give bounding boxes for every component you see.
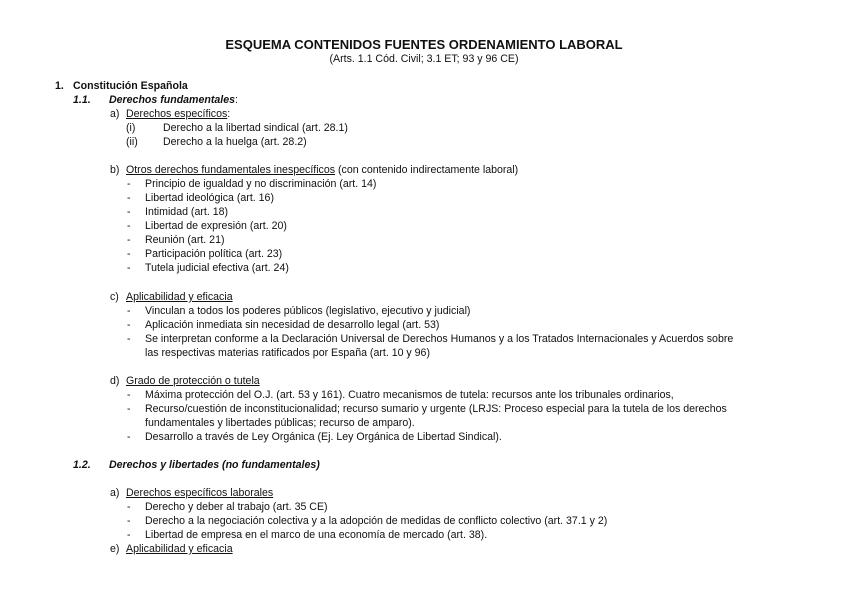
subsection-c-letter: c) — [110, 291, 119, 303]
section-1-1-number: 1.1. — [73, 94, 91, 106]
subsection-a-title: Derechos específicos laborales — [126, 487, 274, 499]
list-item: Libertad de empresa en el marco de una economía de mercado (art. 38). — [145, 529, 488, 541]
subsection-a-letter: a) — [110, 487, 120, 499]
section-1-1-title: Derechos fundamentales — [109, 94, 235, 106]
list-item: Desarrollo a través de Ley Orgánica (Ej. Ley Orgánica de Libertad Sindical). — [145, 431, 502, 443]
document-subtitle: (Arts. 1.1 Cód. Civil; 3.1 ET; 93 y 96 CE) — [329, 53, 519, 65]
list-item: Derecho y deber al trabajo (art. 35 CE) — [145, 501, 328, 513]
bullet-dash: - — [127, 501, 131, 513]
subsection-a-colon: : — [227, 108, 231, 120]
section-1-1-heading — [109, 94, 238, 108]
list-item: Se interpretan conforme a la Declaración Universal de Derechos Humanos y a los Tratados Internacionales y Acuerdos sobre — [145, 333, 734, 345]
list-item: Participación política (art. 23) — [145, 248, 283, 260]
bullet-dash: - — [127, 515, 131, 527]
list-item: Aplicación inmediata sin necesidad de desarrollo legal (art. 53) — [145, 319, 440, 331]
bullet-dash: - — [127, 206, 131, 218]
subsection-e-title: Aplicabilidad y eficacia — [126, 543, 233, 555]
list-item-mark: (i) — [126, 122, 136, 134]
section-1-2-number: 1.2. — [73, 459, 91, 471]
bullet-dash: - — [127, 262, 131, 274]
bullet-dash: - — [127, 305, 131, 317]
bullet-dash: - — [127, 431, 131, 443]
subsection-b-tail: (con contenido indirectamente laboral) — [335, 164, 519, 176]
subsection-b-heading — [126, 164, 518, 178]
list-item: Reunión (art. 21) — [145, 234, 225, 246]
subsection-b-title: Otros derechos fundamentales inespecíficos — [126, 164, 336, 176]
bullet-dash: - — [127, 389, 131, 401]
bullet-dash: - — [127, 403, 131, 415]
section-1-2-title: Derechos y libertades (no fundamentales) — [109, 459, 320, 471]
bullet-dash: - — [127, 333, 131, 345]
bullet-dash: - — [127, 220, 131, 232]
subsection-a-letter: a) — [110, 108, 120, 120]
list-item: Recurso/cuestión de inconstitucionalidad; recurso sumario y urgente (LRJS: Proceso especial para la tutela de los derechos — [145, 403, 727, 415]
list-item: Libertad de expresión (art. 20) — [145, 220, 287, 232]
list-item-mark: (ii) — [126, 136, 138, 148]
list-item: Libertad ideológica (art. 16) — [145, 192, 274, 204]
list-item: Intimidad (art. 18) — [145, 206, 229, 218]
subsection-d-title: Grado de protección o tutela — [126, 375, 260, 387]
list-item: Derecho a la libertad sindical (art. 28.1) — [163, 122, 348, 134]
subsection-b-letter: b) — [110, 164, 120, 176]
bullet-dash: - — [127, 248, 131, 260]
list-item: Derecho a la huelga (art. 28.2) — [163, 136, 307, 148]
subsection-c-title: Aplicabilidad y eficacia — [126, 291, 233, 303]
list-item: Vinculan a todos los poderes públicos (legislativo, ejecutivo y judicial) — [145, 305, 471, 317]
subsection-a-title: Derechos específicos — [126, 108, 228, 120]
list-item-continuation: las respectivas materias ratificados por España (art. 10 y 96) — [145, 347, 430, 359]
list-item-continuation: fundamentales y libertades públicas; recurso de amparo). — [145, 417, 415, 429]
bullet-dash: - — [127, 192, 131, 204]
bullet-dash: - — [127, 529, 131, 541]
subsection-d-letter: d) — [110, 375, 120, 387]
list-item: Derecho a la negociación colectiva y a la adopción de medidas de conflicto colectivo (art. 37.1 y 2) — [145, 515, 608, 527]
bullet-dash: - — [127, 319, 131, 331]
section-1-1-colon: : — [235, 94, 238, 106]
document-title: ESQUEMA CONTENIDOS FUENTES ORDENAMIENTO LABORAL — [225, 37, 623, 52]
subsection-a-heading — [126, 108, 230, 122]
bullet-dash: - — [127, 234, 131, 246]
section-1-title: Constitución Española — [73, 80, 188, 92]
bullet-dash: - — [127, 178, 131, 190]
list-item: Principio de igualdad y no discriminación (art. 14) — [145, 178, 377, 190]
list-item: Máxima protección del O.J. (art. 53 y 161). Cuatro mecanismos de tutela: recursos ante los tribunales ordinarios, — [145, 389, 674, 401]
list-item: Tutela judicial efectiva (art. 24) — [145, 262, 289, 274]
subsection-e-letter: e) — [110, 543, 120, 555]
section-1-number: 1. — [55, 80, 64, 92]
